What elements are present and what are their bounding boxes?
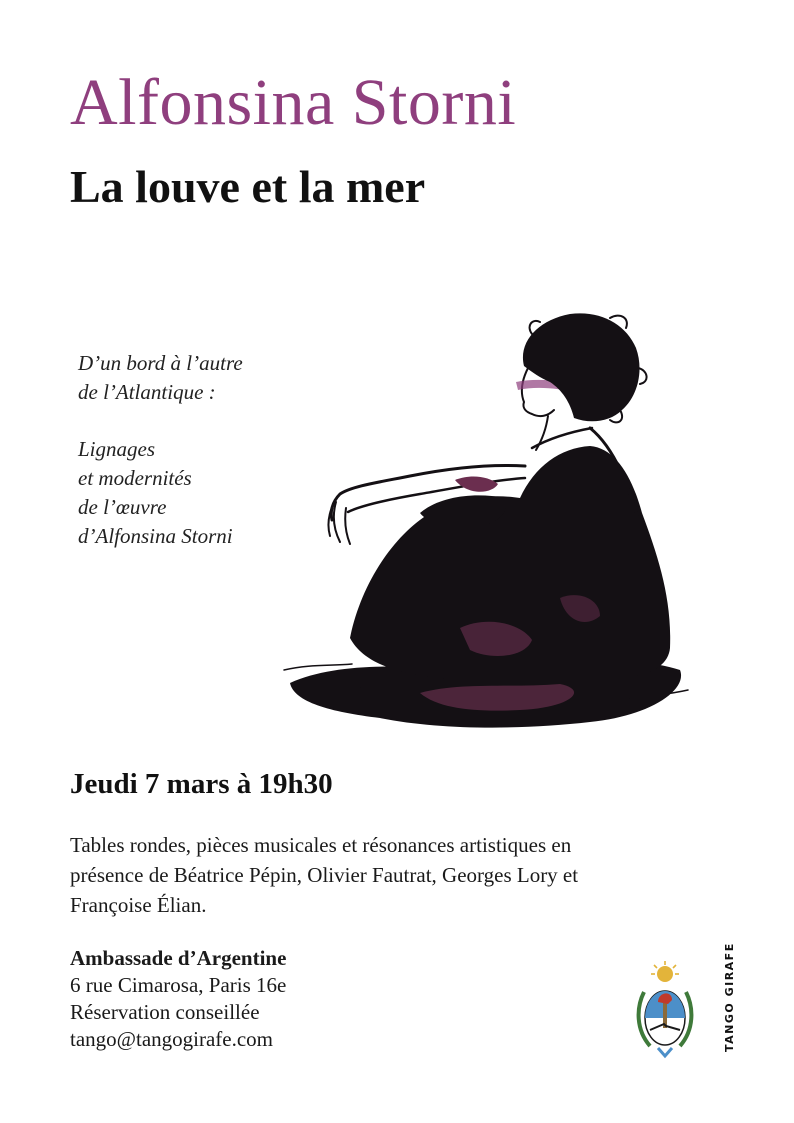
neck: [536, 416, 548, 450]
venue-address: 6 rue Cimarosa, Paris 16e: [70, 973, 287, 997]
reservation-note: Réservation conseillée: [70, 1000, 260, 1024]
description-line: Françoise Élian.: [70, 893, 207, 917]
venue-block: [70, 945, 286, 1053]
subtitle-line: et modernités: [78, 466, 192, 490]
tango-girafe-logo: TANGO GIRAFE: [723, 942, 736, 1052]
subtitle-line: de l’œuvre: [78, 495, 167, 519]
description-line: présence de Béatrice Pépin, Olivier Fautrat, Georges Lory et: [70, 863, 579, 887]
event-title: La louve et la mer: [70, 161, 426, 212]
argentina-coat-of-arms-icon: [630, 960, 700, 1060]
subtitle-line: d’Alfonsina Storni: [78, 524, 233, 548]
wrist-wine: [455, 477, 498, 492]
description-line: Tables rondes, pièces musicales et résonances artistiques en: [70, 833, 572, 857]
subtitle-block: [78, 349, 243, 551]
subtitle-line: de l’Atlantique :: [78, 380, 216, 404]
sun-icon: [651, 961, 679, 982]
contact-email[interactable]: tango@tangogirafe.com: [70, 1027, 274, 1051]
event-date: Jeudi 7 mars à 19h30: [70, 768, 333, 800]
hair: [523, 313, 640, 421]
poet-name: Alfonsina Storni: [70, 66, 517, 139]
subtitle-line: D’un bord à l’autre: [78, 351, 243, 375]
subtitle-line: Lignages: [78, 437, 156, 461]
event-description: [70, 830, 680, 920]
seated-woman-illustration: [270, 298, 700, 748]
subtitle-gap: [78, 407, 243, 435]
venue-name: Ambassade d’Argentine: [70, 946, 287, 970]
